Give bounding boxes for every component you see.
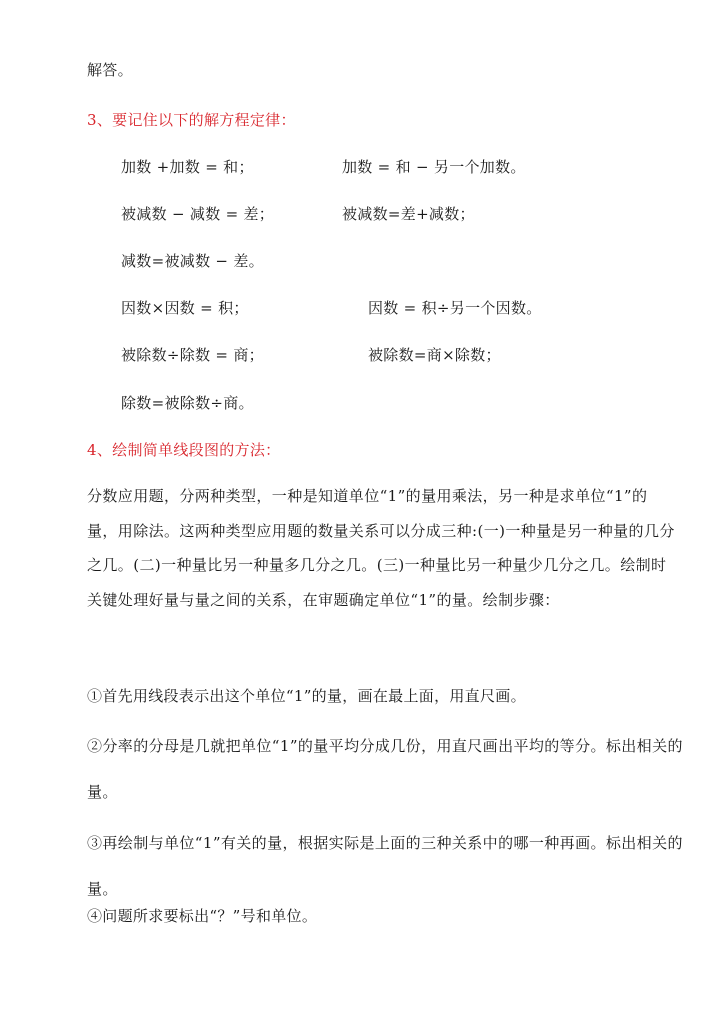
intro-tail-text: 解答。 bbox=[87, 61, 133, 79]
rule-1-right: 加数 = 和 − 另一个加数。 bbox=[342, 158, 526, 176]
rule-5-right: 被除数=商×除数； bbox=[368, 346, 501, 364]
step-3: ③再绘制与单位“1”有关的量，根据实际是上面的三种关系中的哪一种再画。标出相关的量。 bbox=[87, 834, 683, 898]
section-4-heading: 4、绘制简单线段图的方法： bbox=[87, 441, 281, 459]
section-4-paragraph: 分数应用题，分两种类型，一种是知道单位“1”的量用乘法，另一种是求单位“1”的量，用除法。这两种类型应用题的数量关系可以分成三种:(一)一种量是另一种量的几分之几。(二)一种量比另一种量多几分之几。(三)一种量比另一种量少几分之几。绘制时关键处理好量与量之间的关系，在审题确定单位“1”的量。绘制步骤： bbox=[87, 487, 675, 609]
section-3-heading: 3、要记住以下的解方程定律： bbox=[87, 111, 296, 129]
rule-2-left: 被减数 − 减数 = 差； bbox=[121, 205, 275, 223]
rule-5-left: 被除数÷除数 = 商； bbox=[121, 346, 264, 364]
rule-4-right: 因数 = 积÷另一个因数。 bbox=[368, 299, 542, 317]
rule-2-right: 被减数=差+减数； bbox=[342, 205, 475, 223]
step-4: ④问题所求要标出“？”号和单位。 bbox=[87, 907, 318, 925]
rule-1-left: 加数 +加数 = 和； bbox=[121, 158, 254, 176]
rule-3-left: 减数=被减数 − 差。 bbox=[121, 252, 264, 270]
step-1: ①首先用线段表示出这个单位“1”的量，画在最上面，用直尺画。 bbox=[87, 687, 526, 705]
rule-6-left: 除数=被除数÷商。 bbox=[121, 394, 254, 412]
rule-4-left: 因数×因数 = 积； bbox=[121, 299, 249, 317]
step-2: ②分率的分母是几就把单位“1”的量平均分成几份，用直尺画出平均的等分。标出相关的量。 bbox=[87, 737, 683, 801]
